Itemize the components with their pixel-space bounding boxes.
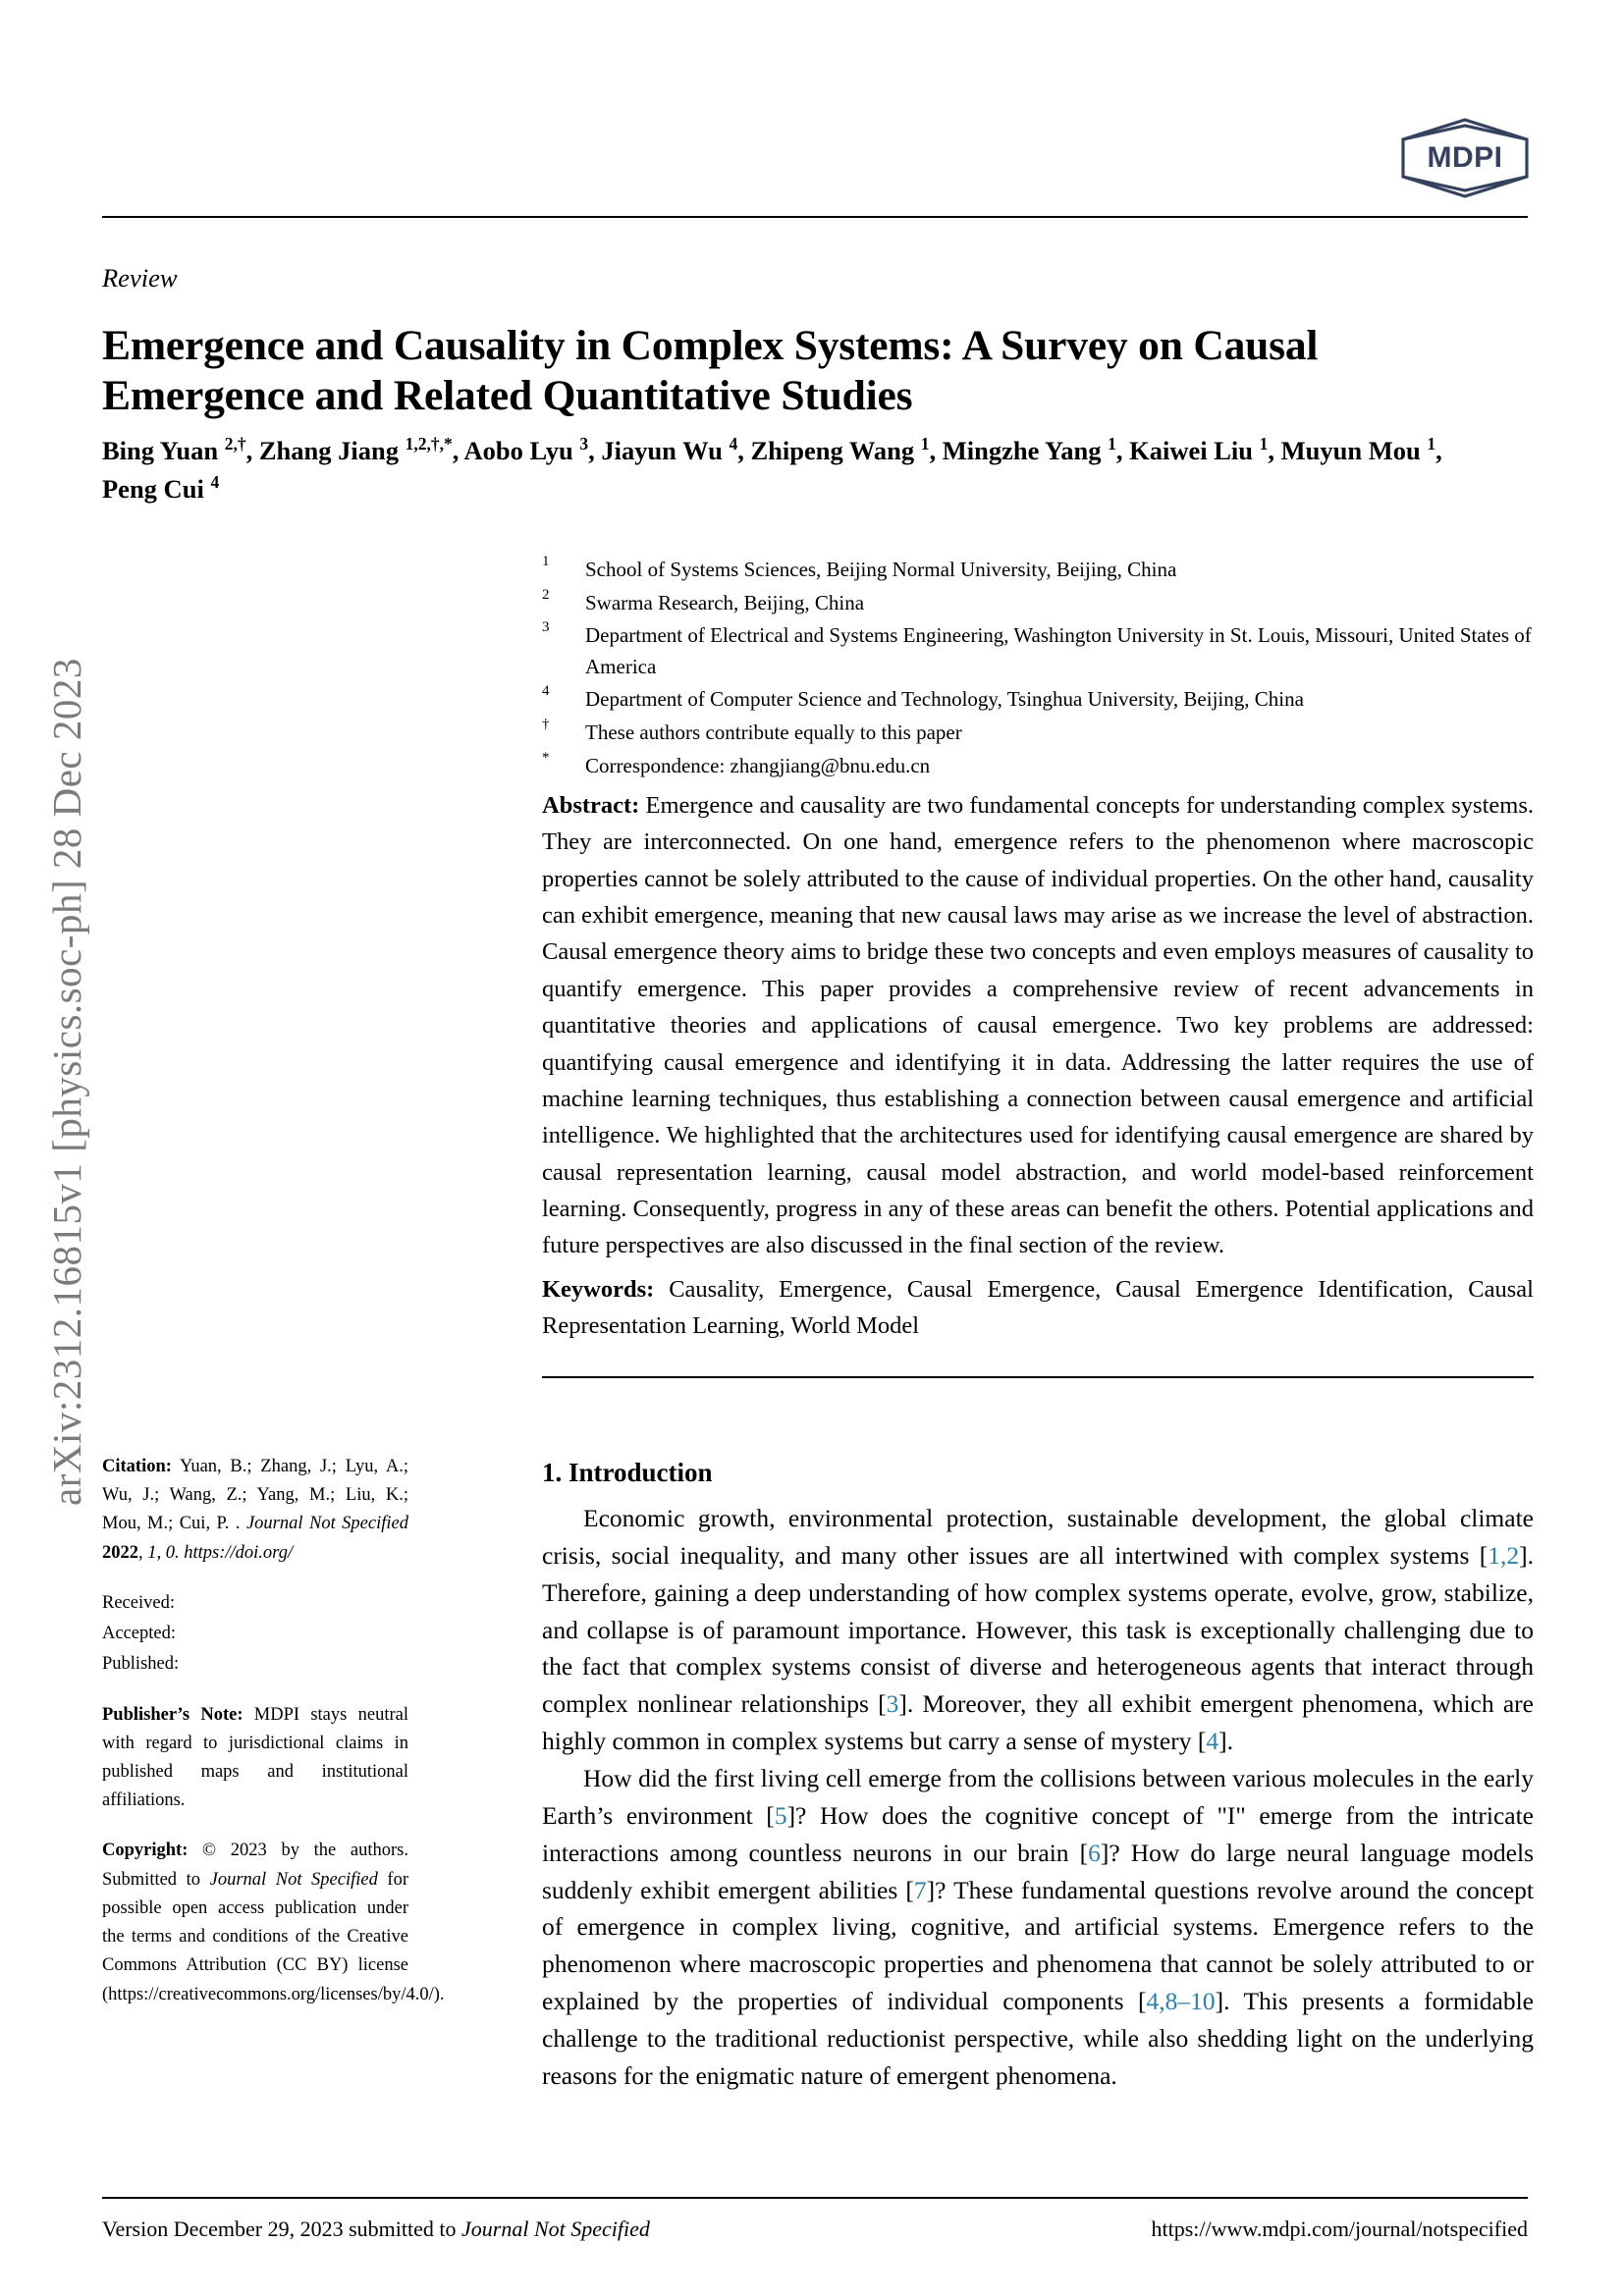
affiliation-mark: 1 (542, 554, 550, 569)
affiliation-row (542, 718, 1534, 748)
author-affil-marks: 2,† (224, 434, 246, 454)
citation-volume: , 1, 0. https://doi.org/ (138, 1542, 294, 1563)
mdpi-logo-icon (1396, 116, 1534, 200)
affiliation-text: Swarma Research, Beijing, China (585, 590, 865, 614)
citation-ref[interactable]: 4,8–10 (1146, 1987, 1216, 2016)
affiliation-text: These authors contribute equally to this paper (585, 720, 962, 744)
para2-part5: ]. This presents a formidable challenge to the traditional reductionist perspective, while also shedding light on the underlying reasons for the enigmatic nature of emergent phenomena. (542, 1987, 1535, 2090)
affiliations-list (542, 555, 1534, 783)
citation-ref[interactable]: 4 (1206, 1727, 1219, 1756)
page-footer (102, 2216, 1528, 2242)
author-affil-marks: 1 (1108, 434, 1116, 454)
author-name: Zhang Jiang (258, 435, 406, 465)
accepted-label: Accepted: (102, 1624, 176, 1644)
citation-ref[interactable]: 1,2 (1488, 1540, 1520, 1570)
para1-part4: ]. (1218, 1727, 1233, 1756)
affiliation-mark: 4 (542, 683, 550, 700)
keywords-label: Keywords: (542, 1276, 655, 1303)
citation-ref[interactable]: 7 (913, 1875, 927, 1904)
page-title: Emergence and Causality in Complex Systems: A Survey on Causal Emergence and Related Quantitative Studies (102, 322, 1319, 419)
abstract-text: Emergence and causality are two fundamental concepts for understanding complex systems. They are interconnected. On one hand, emergence refers to the phenomenon where macroscopic properties cannot be solely attributed to the cause of individual properties. On the other hand, causality can exhibit emergence, meaning that new causal laws may arise as we increase the level of abstraction. Causal emergence theory aims to bridge these two concepts and even employs measures of causality to quantify emergence. This paper provides a comprehensive review of recent advancements in quantitative theories and applications of causal emergence. Two key problems are addressed: quantifying causal emergence and identifying it in data. Addressing the latter requires the use of machine learning techniques, thus establishing a connection between causal emergence and artificial intelligence. We highlighted that the architectures used for identifying causal emergence are shared by causal representation learning, causal model abstraction, and world model-based reinforcement learning. Consequently, progress in any of these areas can benefit the others. Potential applications and future perspectives are also discussed in the final section of the review. (542, 792, 1534, 1259)
affiliation-row (542, 620, 1534, 681)
para1-part1: Economic growth, environmental protection, sustainable development, the global climate crisis, social inequality, and many other issues are all intertwined with complex systems [ (542, 1504, 1534, 1570)
para2-part2: ]? How does the cognitive concept of "I" emerge from the intricate interactions among countless neurons in our brain [ (542, 1800, 1535, 1867)
citation-ref[interactable]: 6 (1088, 1838, 1101, 1867)
para1-part2: ]. Therefore, gaining a deep understanding of how complex systems operate, evolve, grow, stabilize, and collapse is of paramount importance. However, this task is exceptionally challenging due to the fact that complex systems consist of diverse and heterogeneous agents that interact through complex nonlinear relationships [ (542, 1540, 1534, 1719)
citation-authors: Yuan, B.; Zhang, J.; Lyu, A.; Wu, J.; Wang, Z.; Yang, M.; Liu, K.; Mou, M.; Cui, P. . (102, 1457, 408, 1534)
affiliation-row (542, 684, 1534, 715)
affiliation-row (542, 555, 1534, 585)
footer-divider (102, 2197, 1528, 2199)
author-affil-marks: 4 (210, 471, 220, 492)
keywords (542, 1271, 1534, 1345)
page-content (98, 0, 1534, 2296)
introduction-body (542, 1500, 1534, 2095)
citation-ref[interactable]: 3 (886, 1689, 899, 1719)
affiliation-mark: 2 (542, 586, 550, 603)
author-affil-marks: 1 (1259, 434, 1269, 454)
author-list: Bing Yuan $^{2,\dagger}$, Zhang Jiang $^{1,2,\dagger,*}$, Aobo Lyu $^3$, Jiayun Wu $^4$, Zhipeng Wang $^1$, Mingzhe Yang $^1$, Kaiwei Liu $^1$, Muyun Mou $^1$, Peng Cui $^4$ (102, 434, 1442, 504)
svg-text:MDPI: MDPI (1427, 141, 1503, 174)
author-affil-marks: 4 (729, 434, 738, 454)
affiliation-text: Department of Computer Science and Technology, Tsinghua University, Beijing, China (585, 687, 1304, 712)
footer-right[interactable]: https://www.mdpi.com/journal/notspecified (1151, 2216, 1528, 2241)
author-affil-marks: 1 (1427, 434, 1436, 454)
document-type: Review (102, 263, 178, 293)
section-heading-introduction: 1. Introduction (542, 1458, 713, 1487)
paragraph-2 (542, 1760, 1534, 2095)
affiliation-text: Correspondence: zhangjiang@bnu.edu.cn (585, 753, 931, 777)
citation-block (102, 1453, 408, 1568)
citation-ref[interactable]: 5 (774, 1800, 787, 1830)
footer-version: Version December 29, 2023 submitted to (102, 2216, 461, 2241)
affiliation-text: School of Systems Sciences, Beijing Normal University, Beijing, China (585, 558, 1177, 581)
author-name: Peng Cui (102, 473, 211, 504)
citation-year: 2022 (102, 1542, 138, 1563)
author-name: Muyun Mou (1280, 435, 1428, 465)
publication-dates (102, 1589, 408, 1680)
header-divider (102, 216, 1528, 218)
para2-part4: ]? These fundamental questions revolve around the concept of emergence in complex living, cognitive, and artificial systems. Emergence refers to the phenomenon where macroscopic properties and phenomena that cannot be solely attributed to or explained by the properties of individual components [ (542, 1875, 1534, 2016)
abstract-label: Abstract: (542, 792, 640, 819)
affiliation-mark: † (542, 716, 550, 732)
author-name: Kaiwei Liu (1129, 435, 1260, 465)
publisher-note-block (102, 1701, 408, 1816)
author-name: Aobo Lyu (463, 435, 580, 465)
author-affil-marks: 1 (920, 434, 930, 454)
received-label: Received: (102, 1592, 175, 1613)
publisher-note-label: Publisher’s Note: (102, 1704, 244, 1725)
copyright-journal: Journal Not Specified (209, 1869, 378, 1890)
author-affil-marks: 3 (579, 434, 589, 454)
keywords-text: Causality, Emergence, Causal Emergence, Causal Emergence Identification, Causal Representation Learning, World Model (542, 1276, 1534, 1340)
copyright-block (102, 1837, 445, 2008)
author-name: Zhipeng Wang (750, 435, 921, 465)
abstract (542, 787, 1534, 1264)
copyright-text-1: © 2023 by the authors. Submitted to (102, 1841, 408, 1890)
citation-label: Citation: (102, 1457, 172, 1476)
author-name: Jiayun Wu (601, 435, 730, 465)
citation-journal: Journal Not Specified (245, 1514, 408, 1534)
copyright-label: Copyright: (102, 1841, 189, 1861)
author-name: Bing Yuan (102, 435, 225, 465)
affiliation-mark: 3 (542, 619, 550, 636)
published-label: Published: (102, 1654, 180, 1675)
author-name: Mingzhe Yang (942, 435, 1109, 465)
para2-part1: How did the first living cell emerge from the collisions between various molecules in the early Earth’s environment [ (542, 1764, 1534, 1830)
footer-journal: Journal Not Specified (461, 2216, 650, 2241)
affiliation-text: Department of Electrical and Systems Engineering, Washington University in St. Louis, Missouri, United States of America (585, 623, 1532, 678)
affiliation-mark: * (542, 749, 550, 766)
affiliation-row (542, 588, 1534, 618)
footer-left (102, 2216, 650, 2242)
sidebar-meta (102, 1453, 445, 2009)
affiliation-row (542, 751, 1534, 781)
paragraph-1 (542, 1500, 1534, 1760)
mdpi-logo (1396, 116, 1534, 200)
copyright-text-2: for possible open access publication under the terms and conditions of the Creative Commons Attribution (CC BY) license (https://creativecommons.org/licenses/by/4.0/). (102, 1869, 445, 2004)
para1-part3: ]. Moreover, they all exhibit emergent phenomena, which are highly common in complex systems but carry a sense of mystery [ (542, 1689, 1534, 1756)
para2-part3: ]? How do large neural language models suddenly exhibit emergent abilities [ (542, 1838, 1534, 1904)
publisher-note-text: MDPI stays neutral with regard to jurisdictional claims in published maps and institutional affiliations. (102, 1704, 408, 1811)
author-affil-marks: 1,2,†,* (405, 434, 453, 454)
arxiv-stamp: arXiv:2312.16815v1 [physics.soc-ph] 28 Dec 2023 (44, 658, 89, 1506)
abstract-divider (542, 1376, 1534, 1378)
